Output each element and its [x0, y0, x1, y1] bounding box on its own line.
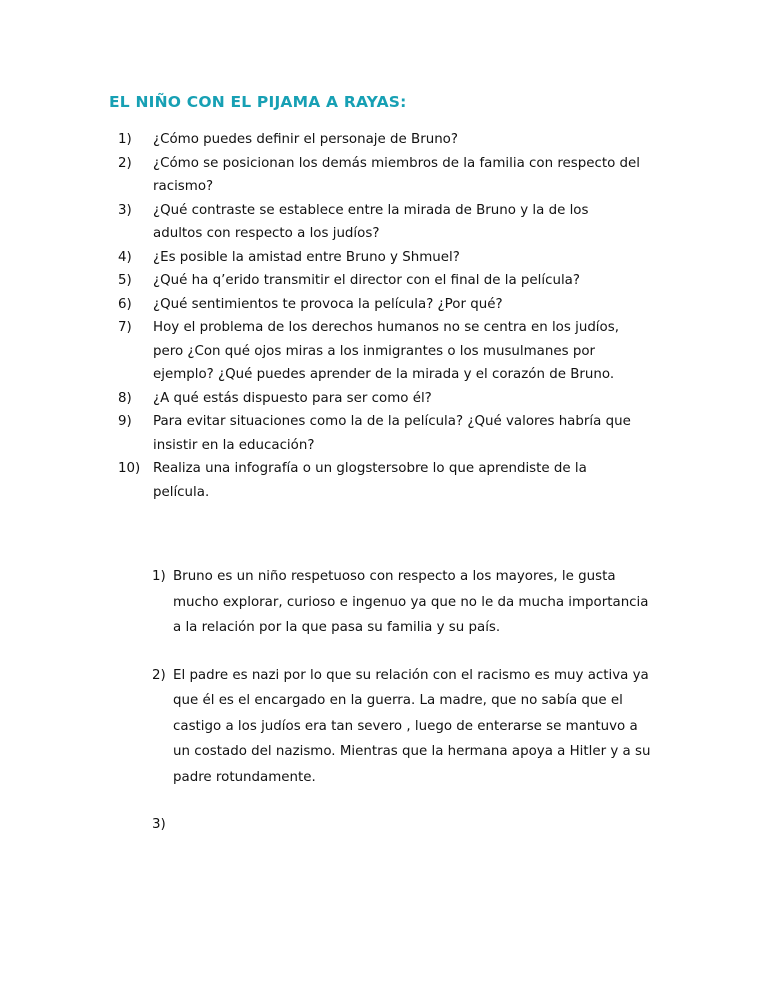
question-number: 4) — [118, 249, 132, 265]
answer-list — [152, 564, 672, 860]
question-line: película. — [153, 484, 210, 500]
question-line: adultos con respecto a los judíos? — [153, 226, 380, 241]
question-number: 10) — [118, 461, 141, 476]
question-line: ¿Qué sentimientos te provoca la película? ¿Por qué? — [153, 296, 503, 312]
question-number: 9) — [118, 414, 132, 429]
answer-line-empty — [173, 812, 672, 838]
answer-line: padre rotundamente. — [173, 769, 316, 785]
question-line: ¿Cómo puedes definir el personaje de Bruno? — [153, 132, 458, 147]
question-line: ¿Qué ha q’erido transmitir el director con el final de la película? — [153, 273, 580, 288]
question-line: Para evitar situaciones como la de la película? ¿Qué valores habría que — [153, 414, 631, 429]
answer-item — [152, 663, 672, 791]
question-number: 6) — [118, 296, 132, 312]
page-title: EL NIÑO CON EL PIJAMA A RAYAS: — [109, 93, 407, 111]
question-item — [118, 152, 678, 199]
question-item — [118, 457, 678, 504]
question-line: racismo? — [153, 179, 214, 194]
answer-line: que él es el encargado en la guerra. La madre, que no sabía que el — [173, 693, 623, 708]
question-line: ¿Es posible la amistad entre Bruno y Shmuel? — [153, 249, 460, 265]
question-line: pero ¿Con qué ojos miras a los inmigrantes o los musulmanes por — [153, 343, 596, 359]
question-item — [118, 269, 678, 293]
answer-line: Bruno es un niño respetuoso con respecto a los mayores, le gusta — [173, 569, 616, 584]
answer-line: un costado del nazismo. Mientras que la hermana apoya a Hitler y a su — [173, 744, 651, 759]
answer-line: mucho explorar, curioso e ingenuo ya que no le da mucha importancia — [173, 594, 649, 610]
question-item — [118, 410, 678, 457]
answer-line: El padre es nazi por lo que su relación con el racismo es muy activa ya — [173, 667, 649, 683]
question-line: insistir en la educación? — [153, 437, 315, 453]
answer-item — [152, 812, 672, 838]
question-number: 5) — [118, 273, 132, 288]
question-line: Hoy el problema de los derechos humanos no se centra en los judíos, — [153, 320, 619, 335]
question-item — [118, 246, 678, 270]
question-item — [118, 316, 678, 387]
question-item — [118, 199, 678, 246]
answer-number: 3) — [152, 817, 166, 832]
question-line: ¿Cómo se posicionan los demás miembros de la familia con respecto del — [153, 155, 641, 171]
question-number: 7) — [118, 320, 132, 335]
question-item — [118, 128, 678, 152]
question-number: 1) — [118, 132, 132, 147]
question-number: 3) — [118, 202, 132, 218]
question-list — [118, 128, 678, 504]
answer-line: castigo a los judíos era tan severo , luego de enterarse se mantuvo a — [173, 718, 638, 734]
question-line: ejemplo? ¿Qué puedes aprender de la mirada y el corazón de Bruno. — [153, 367, 615, 382]
question-line: Realiza una infografía o un glogstersobre lo que aprendiste de la — [153, 461, 587, 476]
question-item — [118, 293, 678, 317]
answer-number: 2) — [152, 667, 166, 683]
answer-line: a la relación por la que pasa su familia y su país. — [173, 620, 501, 635]
answer-item — [152, 564, 672, 641]
question-number: 2) — [118, 155, 132, 171]
question-number: 8) — [118, 390, 132, 406]
question-line: ¿Qué contraste se establece entre la mirada de Bruno y la de los — [153, 202, 589, 218]
question-line: ¿A qué estás dispuesto para ser como él? — [153, 390, 432, 406]
question-item — [118, 387, 678, 411]
answer-number: 1) — [152, 569, 166, 584]
